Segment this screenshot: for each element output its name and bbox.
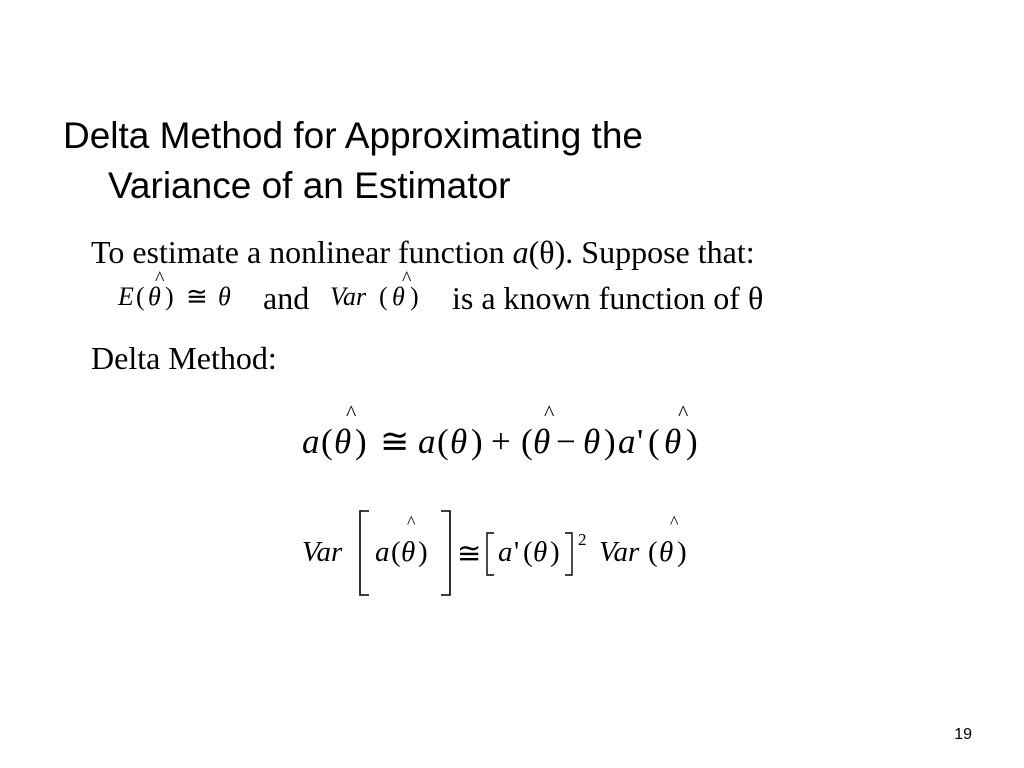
- right-bracket-medium: [564, 532, 574, 576]
- and-word: and: [263, 280, 310, 316]
- intro-prefix: To estimate a nonlinear function: [91, 234, 513, 270]
- intro-suffix: (θ). Suppose that:: [528, 234, 755, 270]
- hat-symbol: ^: [407, 512, 416, 532]
- delta-variance-equation: Var ^ a ( θ ) ≅ a ' ( θ ) 2 ^ Var ( θ ): [302, 508, 722, 603]
- hat-symbol: ^: [670, 512, 679, 532]
- hat-symbol: ^: [544, 400, 555, 425]
- slide-title-line-2: Variance of an Estimator: [108, 165, 511, 206]
- hat-symbol: ^: [346, 400, 357, 425]
- hat-symbol: ^: [678, 400, 689, 425]
- intro-function-name: a: [512, 234, 529, 270]
- right-bracket-large: [440, 510, 452, 596]
- taylor-approximation-equation: ^ a ( θ ) ≅ a ( θ ) + ( ^ θ − θ ) a ' ( ^ θ ): [302, 400, 698, 461]
- condition-tail: is a known function of θ: [452, 280, 764, 316]
- variance-formula-inline: ^ Var ( θ ): [330, 268, 419, 311]
- page-number: 19: [954, 726, 972, 743]
- intro-sentence: [91, 234, 755, 271]
- delta-method-label: Delta Method:: [91, 340, 277, 376]
- left-bracket-large: [358, 510, 370, 596]
- hat-symbol: ^: [155, 268, 165, 290]
- expectation-formula: ^ E ( θ ) ≅ θ: [118, 268, 231, 311]
- left-bracket-medium: [485, 532, 495, 576]
- hat-symbol: ^: [402, 268, 412, 290]
- slide-title-line-1: Delta Method for Approximating the: [63, 115, 643, 156]
